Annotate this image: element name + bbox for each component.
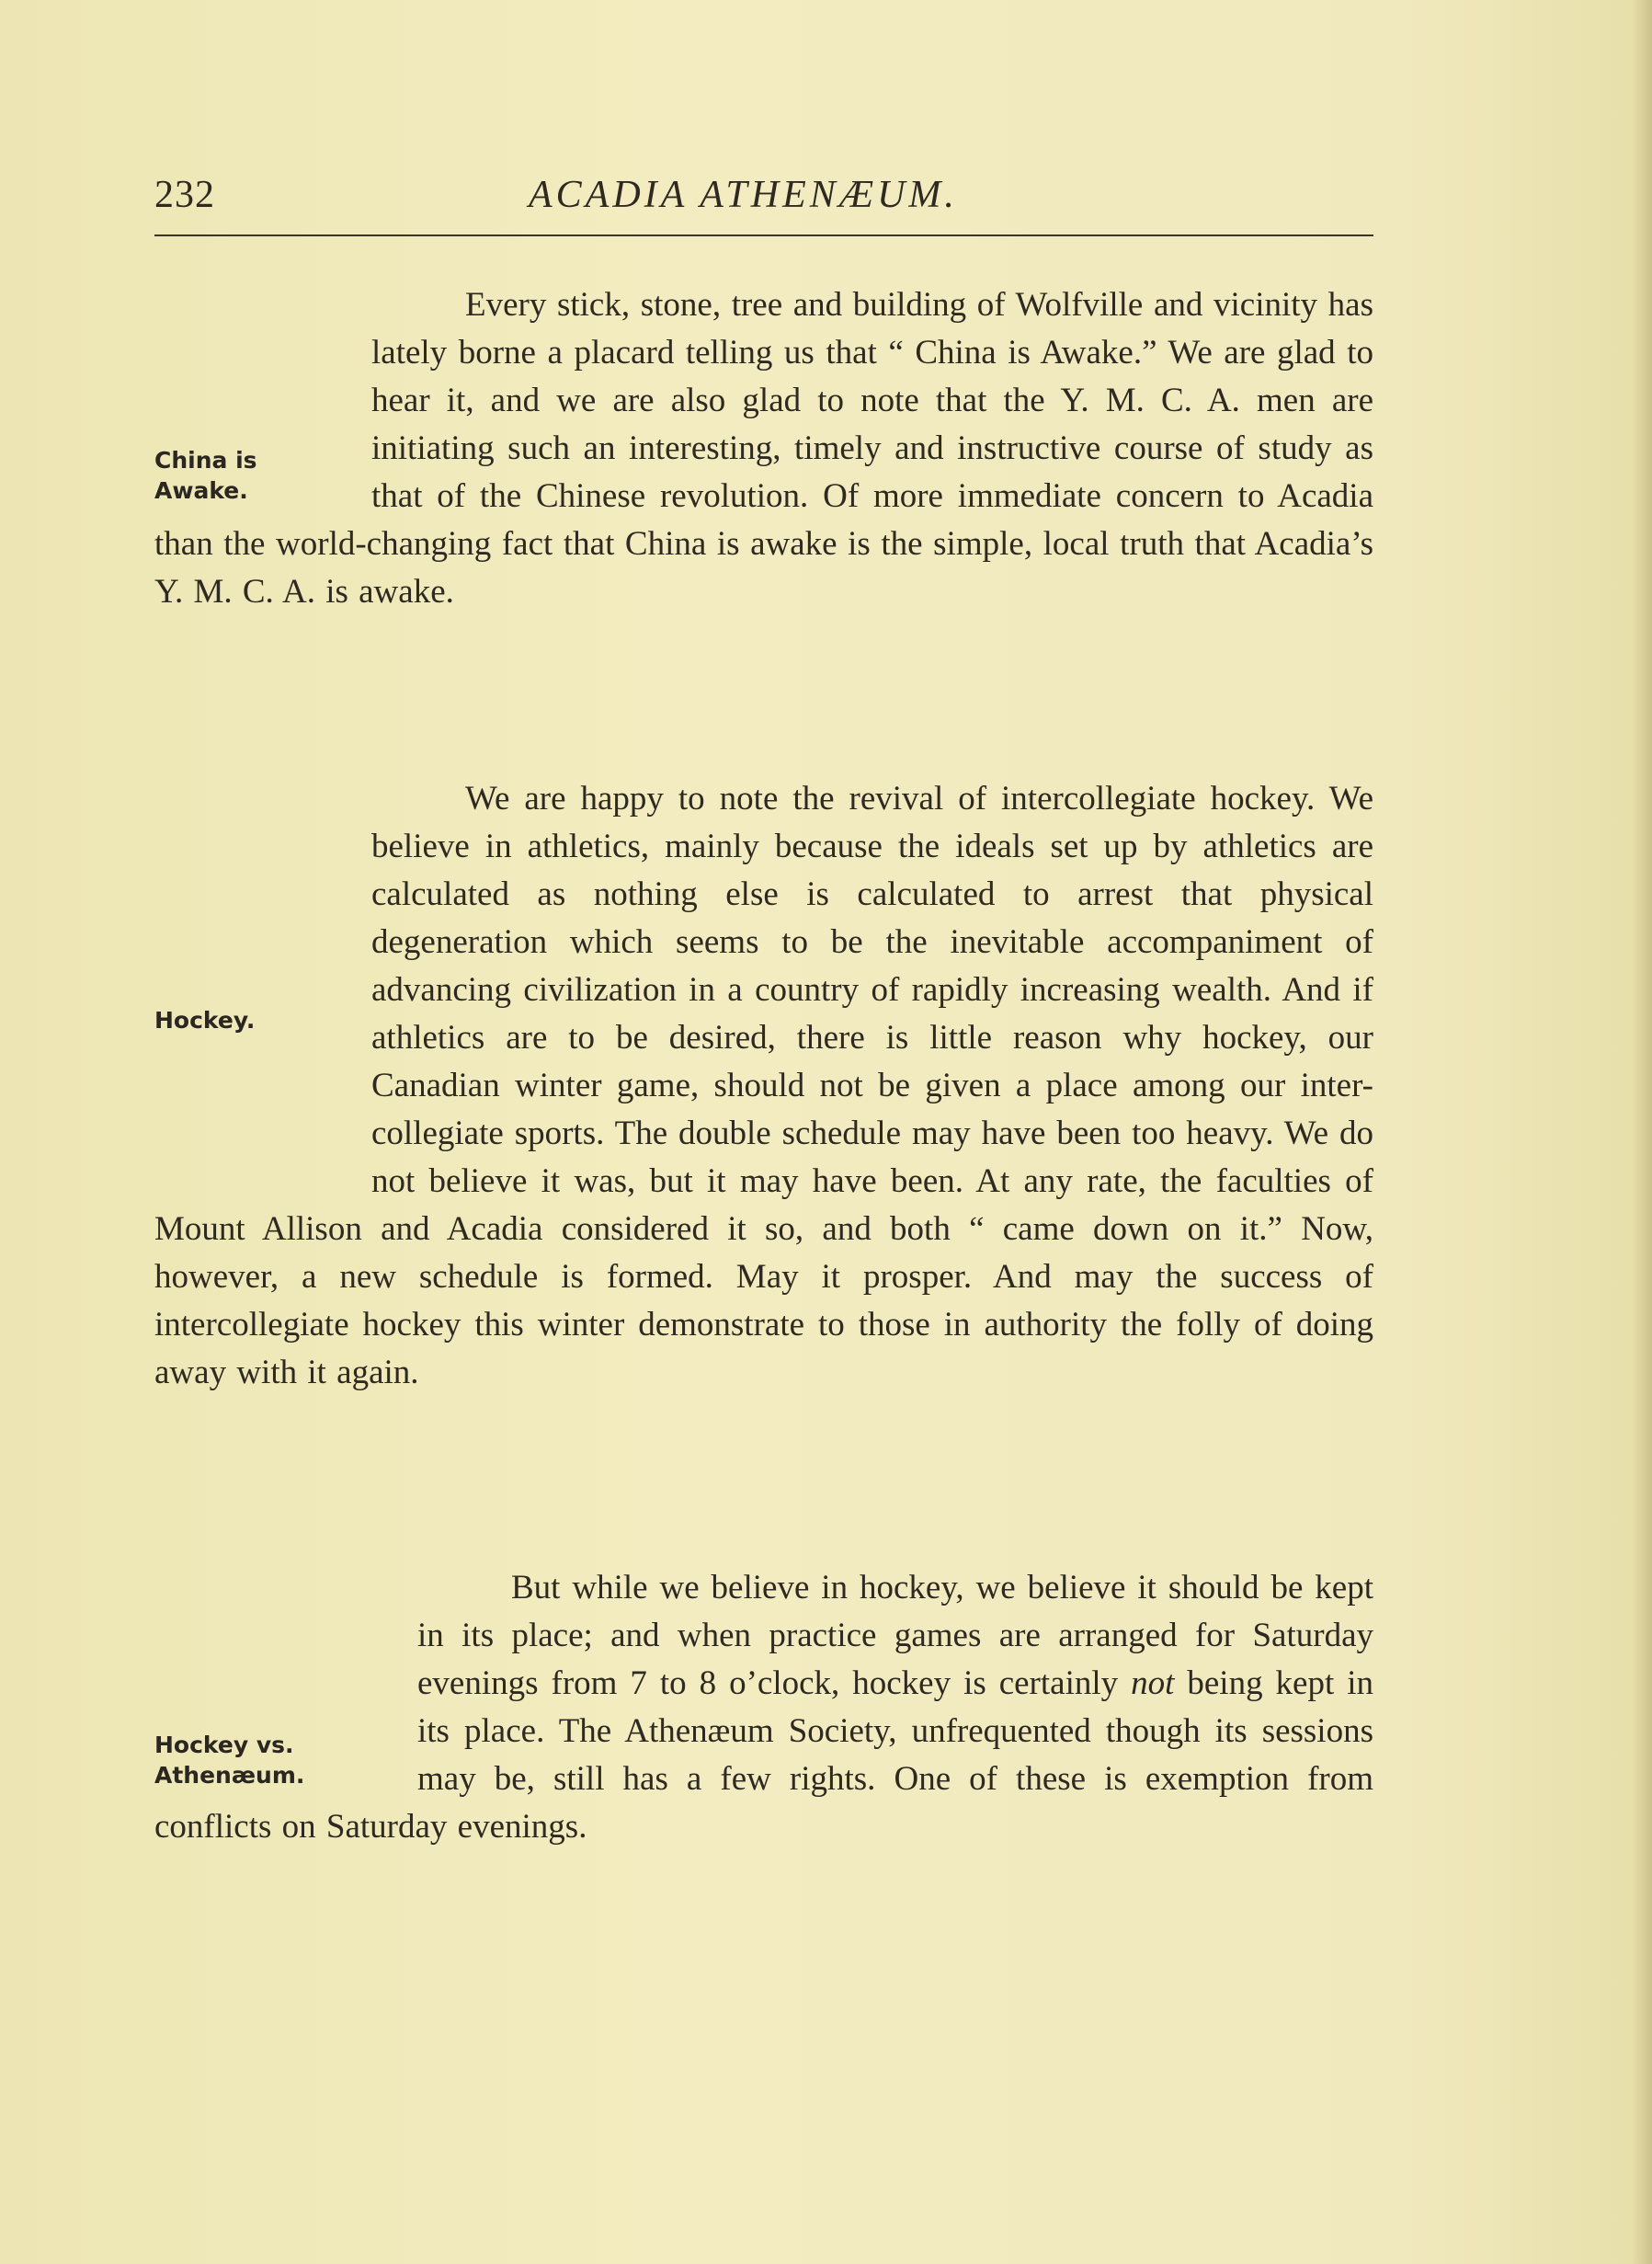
side-note-line: Athenæum.: [154, 1762, 305, 1789]
side-note-line: Hockey.: [154, 1007, 256, 1034]
running-title: ACADIA ATHENÆUM.: [529, 174, 958, 216]
side-note-line: Awake.: [154, 477, 248, 504]
side-note-space: [154, 919, 371, 1198]
page-header: [154, 173, 1373, 232]
side-note-line: China is: [154, 447, 257, 474]
emphasis-text: not: [1131, 1664, 1175, 1702]
side-note-line: Hockey vs.: [154, 1732, 294, 1758]
editorial-hockey-vs-athenaeum: [154, 1564, 1373, 1851]
page-edge-shadow: [1632, 0, 1652, 2264]
page-number: 232: [154, 174, 215, 216]
header-rule: [154, 234, 1373, 236]
editorial-china-is-awake: [154, 281, 1373, 616]
paragraph: Every stick, stone, tree and building of Wolfville and vicinity has lately borne a placard telling us that “ China is Awake.” We are glad to hear it, and we are also glad to note that the Y. M. C. A. men are initiating such an interesting, timely and instructive course of study as that of the Chinese revolution. Of more immediate concern to Acadia than the world-changing fact that China is awake is the simple, local truth that Acadia’s Y. M. C. A. is awake.: [154, 286, 1373, 611]
side-note-space: [154, 377, 371, 515]
editorial-hockey: [154, 775, 1373, 1397]
paragraph-text: being kept in its place. The Athenæum Society, unfrequented though its sessions may be, still has a few rights. One of these is exemption from conflicts on Saturday evenings.: [154, 1664, 1374, 1846]
side-note-space: [154, 1660, 417, 1801]
paragraph-text: But while we believe in hockey, we believe it should be kept in its place; and when practice games are arranged for Saturday evenings from 7 to 8 o’clock, hockey is certainly: [417, 1569, 1373, 1702]
paragraph: We are happy to note the revival of intercollegiate hockey. We believe in athletics, mainly because the ideals set up by athletics are calculated as nothing else is calculated to arrest that physical degeneration which seems to be the inevitable accompaniment of advancing civilization in a country of rapidly increasing wealth. And if athletics are to be desired, there is little reason why hockey, our Canadian winter game, should not be given a place among our inter-collegiate sports. The double schedule may have been too heavy. We do not believe it was, but it may have been. At any rate, the faculties of Mount Allison and Acadia considered it so, and both “ came down on it.” Now, however, a new schedule is formed. May it prosper. And may the success of intercollegiate hockey this winter demonstrate to those in authority the folly of doing away with it again.: [154, 780, 1373, 1391]
